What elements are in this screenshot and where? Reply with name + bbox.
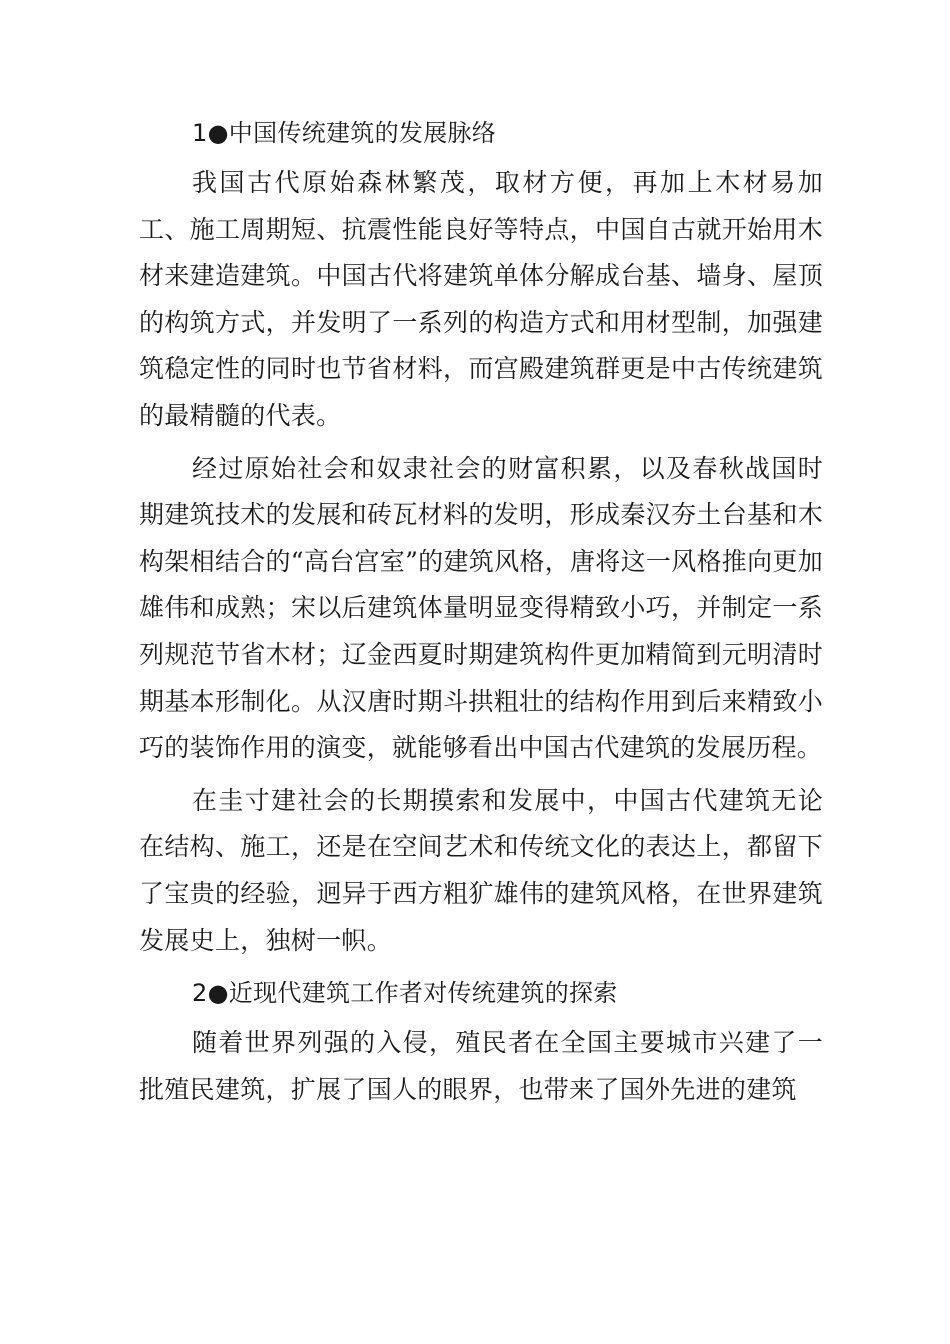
section-heading-1: 1●中国传统建筑的发展脉络 bbox=[192, 119, 497, 147]
paragraph-3: 在圭寸建社会的长期摸索和发展中，中国古代建筑无论在结构、施工，还是在空间艺术和传统文化的表达上，都留下了宝贵的经验，迥异于西方粗犷雄伟的建筑风格，在世界建筑发展史上，独树一帜。 bbox=[139, 785, 823, 955]
paragraph-2: 经过原始社会和奴隶社会的财富积累，以及春秋战国时期建筑技术的发展和砖瓦材料的发明，形成秦汉夯土台基和木构架相结合的“高台宫室”的建筑风格，唐将这一风格推向更加雄伟和成熟；宋以后建筑体量明显变得精致小巧，并制定一系列规范节省木材；辽金西夏时期建筑构件更加精简到元明清时期基本形制化。从汉唐时期斗拱粗壮的结构作用到后来精致小巧的装饰作用的演变，就能够看出中国古代建筑的发展历程。 bbox=[139, 453, 823, 763]
paragraph-4: 随着世界列强的入侵，殖民者在全国主要城市兴建了一批殖民建筑，扩展了国人的眼界，也带来了国外先进的建筑 bbox=[139, 1028, 823, 1104]
section-heading-2: 2●近现代建筑工作者对传统建筑的探索 bbox=[192, 979, 618, 1008]
document-page bbox=[139, 110, 823, 1119]
paragraph-1: 我国古代原始森林繁茂，取材方便，再加上木材易加工、施工周期短、抗震性能良好等特点，中国自古就开始用木材来建造建筑。中国古代将建筑单体分解成台基、墙身、屋顶的构筑方式，并发明了一系列的构造方式和用材型制，加强建筑稳定性的同时也节省材料，而宫殿建筑群更是中古传统建筑的最精髓的代表。 bbox=[139, 168, 823, 430]
